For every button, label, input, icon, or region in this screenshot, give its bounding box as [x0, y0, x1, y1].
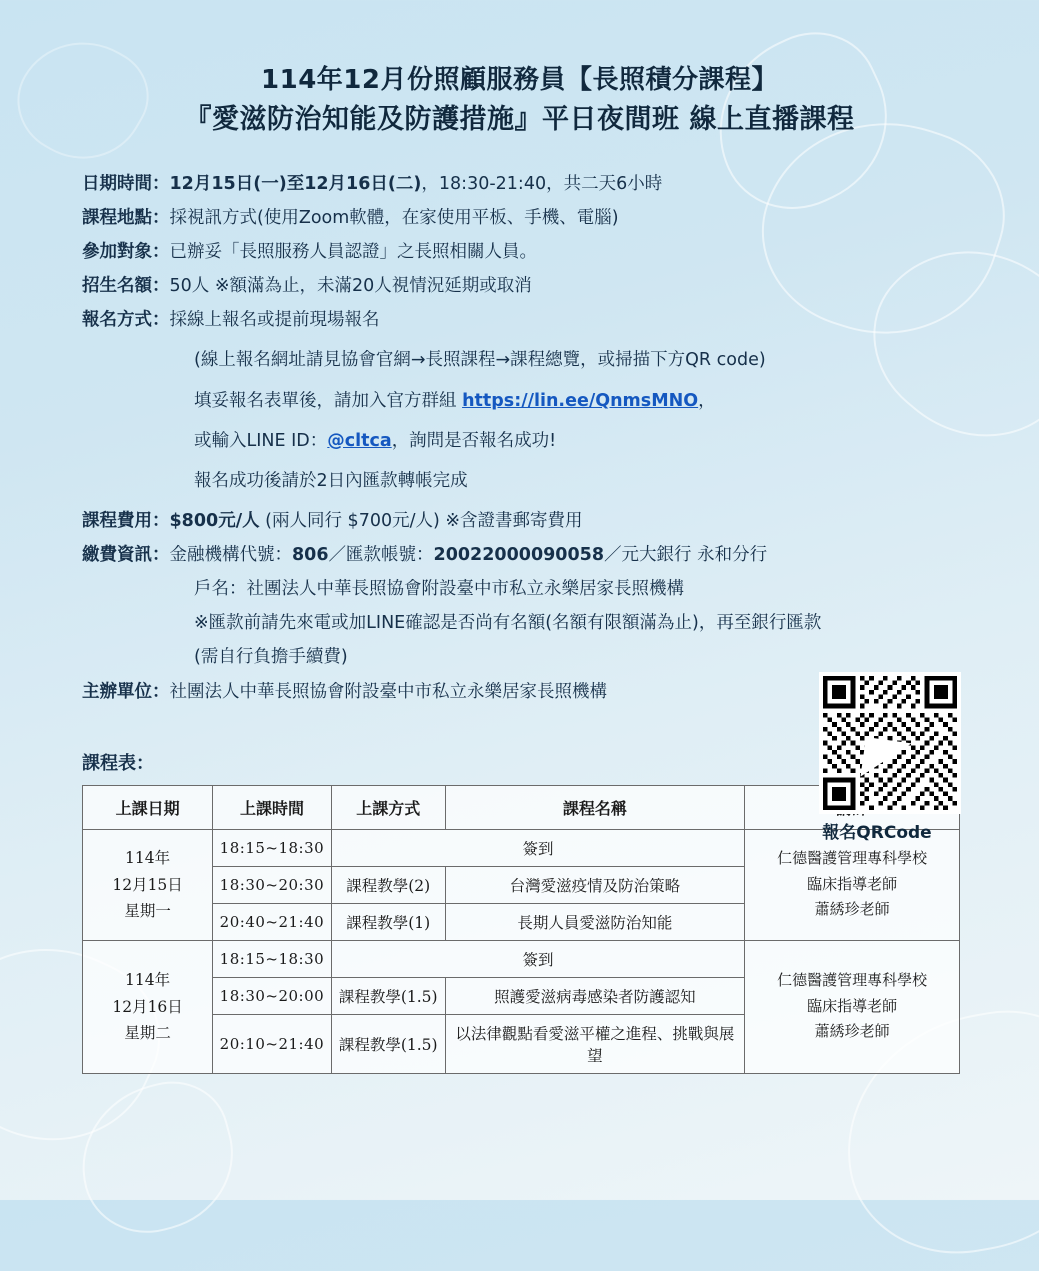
- cell-date: 114年 12月15日 星期一: [83, 829, 213, 940]
- account-name: 戶名：社團法人中華長照協會附設臺中市私立永樂居家長照機構: [194, 579, 684, 600]
- cell-course: 以法律觀點看愛滋平權之進程、挑戰與展望: [445, 1014, 745, 1073]
- decorative-flower: [64, 1069, 250, 1248]
- date-value-rest: ，18:30-21:40，共二天6小時: [421, 173, 663, 194]
- cell-time: 18:15~18:30: [213, 829, 332, 866]
- th-date: 上課日期: [83, 785, 213, 829]
- info-row-target: [82, 235, 1039, 269]
- cell-time: 20:40~21:40: [213, 903, 332, 940]
- th-mode: 上課方式: [331, 785, 445, 829]
- cell-mode: 課程教學(1): [331, 903, 445, 940]
- cell-teacher: 仁德醫護管理專科學校 臨床指導老師 蕭綉珍老師: [745, 829, 960, 940]
- title-line-2: 『愛滋防治知能及防護措施』平日夜間班 線上直播課程: [184, 103, 855, 135]
- info-row-signup: [82, 303, 1039, 337]
- cell-teacher: 仁德醫護管理專科學校 臨床指導老師 蕭綉珍老師: [745, 940, 960, 1073]
- date-label: 日期時間：: [82, 173, 170, 194]
- signup-note-1: (線上報名網址請見協會官網→長照課程→課程總覽，或掃描下方QR code): [194, 350, 766, 371]
- host-value: 社團法人中華長照協會附設臺中市私立永樂居家長照機構: [169, 681, 607, 702]
- payment-mid: ／匯款帳號：: [328, 545, 434, 566]
- qr-caption: 報名QRCode: [822, 823, 932, 843]
- payment-label: 繳費資訊：: [82, 545, 170, 566]
- cell-time: 18:30~20:00: [213, 977, 332, 1014]
- cell-date: 114年 12月16日 星期二: [83, 940, 213, 1073]
- schedule-label: 課程表：: [82, 752, 154, 774]
- bank-code: 806: [292, 545, 329, 566]
- quota-value: 50人 ※額滿為止，未滿20人視情況延期或取消: [169, 276, 532, 297]
- payment-note: ※匯款前請先來電或加LINE確認是否尚有名額(名額有限額滿為止)，再至銀行匯款: [194, 613, 822, 634]
- title-line-1: 114年12月份照顧服務員【長照積分課程】: [261, 65, 778, 95]
- bank-account: 20022000090058: [433, 545, 605, 566]
- cell-mode: 課程教學(2): [331, 866, 445, 903]
- quota-label: 招生名額：: [82, 276, 170, 297]
- line-id-link[interactable]: @cltca: [327, 430, 392, 451]
- qr-section: [777, 672, 977, 843]
- table-body: [83, 829, 960, 1073]
- signup-note-3-post: ，詢問是否報名成功!: [391, 430, 557, 451]
- place-value: 採視訊方式(使用Zoom軟體，在家使用平板、手機、電腦): [169, 207, 619, 228]
- cell-course: 簽到: [331, 940, 744, 977]
- line-group-link[interactable]: https://lin.ee/QnmsMNO: [462, 390, 699, 411]
- signup-note-2-pre: 填妥報名表單後，請加入官方群組: [194, 390, 463, 411]
- info-row-date: [82, 167, 1039, 201]
- table-row: [83, 940, 960, 977]
- signup-note-2-post: ，: [698, 390, 716, 411]
- payment-post: ／元大銀行 永和分行: [604, 545, 768, 566]
- info-row-place: [82, 201, 1039, 235]
- signup-note-4: 報名成功後請於2日內匯款轉帳完成: [194, 470, 468, 491]
- signup-note-3-pre: 或輸入LINE ID：: [194, 430, 328, 451]
- fee-amount: $800元/人: [169, 510, 260, 531]
- info-block: [82, 167, 1039, 709]
- signup-note-2: [194, 384, 1039, 418]
- fee-rest: (兩人同行 $700元/人) ※含證書郵寄費用: [259, 510, 583, 531]
- info-row-fee: [82, 504, 1039, 538]
- th-course: 課程名稱: [445, 785, 745, 829]
- signup-value: 採線上報名或提前現場報名: [169, 310, 380, 331]
- info-row-quota: [82, 269, 1039, 303]
- cell-time: 18:15~18:30: [213, 940, 332, 977]
- date-value-bold: 12月15日(一)至12月16日(二): [169, 173, 422, 194]
- cell-time: 18:30~20:30: [213, 866, 332, 903]
- payment-pre: 金融機構代號：: [169, 545, 292, 566]
- cell-course: 照護愛滋病毒感染者防護認知: [445, 977, 745, 1014]
- target-label: 參加對象：: [82, 242, 170, 263]
- fee-label: 課程費用：: [82, 510, 170, 531]
- host-label: 主辦單位：: [82, 681, 170, 702]
- signup-note-3: [194, 424, 1039, 458]
- cell-course: 台灣愛滋疫情及防治策略: [445, 866, 745, 903]
- arrow-icon: [860, 737, 911, 783]
- cell-mode: 課程教學(1.5): [331, 977, 445, 1014]
- page-title: [0, 0, 1039, 139]
- cell-course: 簽到: [331, 829, 744, 866]
- target-value: 已辦妥「長照服務人員認證」之長照相關人員。: [169, 242, 537, 263]
- signup-label: 報名方式：: [82, 310, 170, 331]
- place-label: 課程地點：: [82, 207, 170, 228]
- payment-note-2: (需自行負擔手續費): [194, 647, 348, 668]
- cell-mode: 課程教學(1.5): [331, 1014, 445, 1073]
- th-time: 上課時間: [213, 785, 332, 829]
- info-row-payment: [82, 538, 1039, 572]
- cell-course: 長期人員愛滋防治知能: [445, 903, 745, 940]
- cell-time: 20:10~21:40: [213, 1014, 332, 1073]
